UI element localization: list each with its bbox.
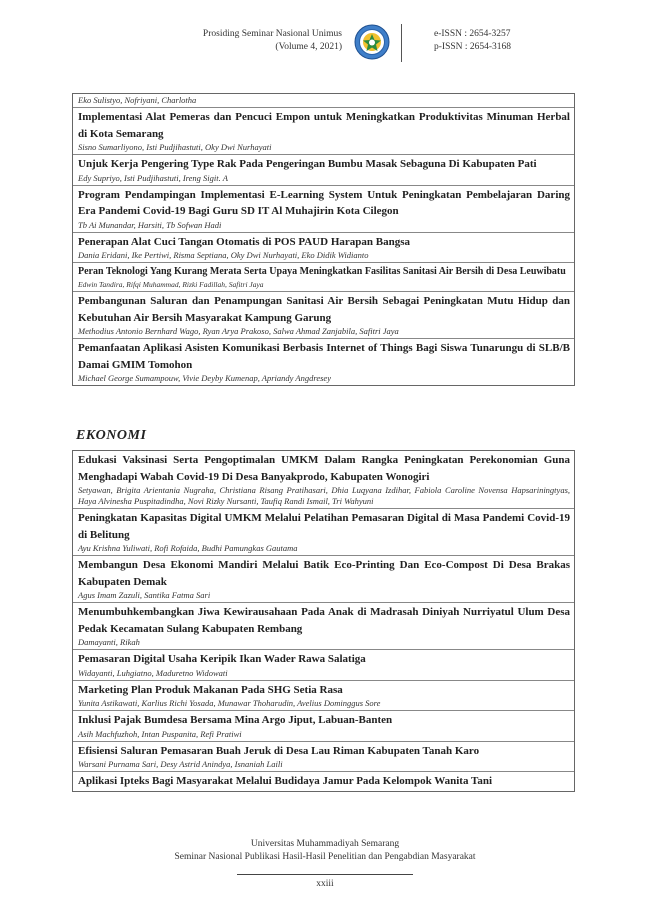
entry-authors: Damayanti, Rikah [78, 637, 140, 647]
list-item [73, 155, 574, 186]
page-header [0, 24, 650, 64]
footer-seminar: Seminar Nasional Publikasi Hasil-Hasil Penelitian dan Pengabdian Masyarakat [174, 852, 476, 862]
entry-authors: Michael George Sumampouw, Vivie Deyby Kumenap, Apriandy Angdresey [78, 373, 331, 383]
entry-authors: Warsani Purnama Sari, Desy Astrid Anindya, Isnaniah Laili [78, 759, 283, 769]
entry-title: Edukasi Vaksinasi Serta Pengoptimalan UMKM Dalam Rangka Peningkatan Perekonomian Guna Menghadapi Wabah Covid-19 Di Desa Banyakprodo, Kabupaten Wonogiri [78, 454, 570, 483]
entry-authors: Setyawan, Brigita Arientania Nugraha, Christiana Risang Pratihasari, Dhia Luqyana Izdihar, Fabiola Caroline Novensa Hapsariningtyas, Haya Alvinesha Puspitadindha, Novi Rizky Nursanti, Taufiq Randi Ismail, Tri Wahyuni [78, 485, 570, 506]
entry-title: Program Pendampingan Implementasi E-Learning System Untuk Peningkatan Pembelajaran Daring Era Pandemi Covid-19 Bagi Guru SD IT Al Muhajirin Kota Cilegon [78, 188, 570, 217]
proceedings-volume: (Volume 4, 2021) [275, 42, 342, 52]
entry-authors: Agus Imam Zazuli, Santika Fatma Sari [78, 590, 211, 600]
list-item [73, 339, 574, 385]
entry-title: Inklusi Pajak Bumdesa Bersama Mina Argo Jiput, Labuan-Banten [78, 714, 393, 726]
footer-university: Universitas Muhammadiyah Semarang [250, 839, 400, 849]
entry-title: Implementasi Alat Pemeras dan Pencuci Empon untuk Meningkatkan Produktivitas Minuman Herbal di Kota Semarang [78, 111, 570, 140]
entry-title: Penerapan Alat Cuci Tangan Otomatis di POS PAUD Harapan Bangsa [78, 235, 410, 248]
entry-title: Peran Teknologi Yang Kurang Merata Serta Upaya Meningkatkan Fasilitas Sanitasi Air Bersih di Desa Leuwibatu [78, 266, 566, 277]
ekonomi-table [72, 450, 575, 792]
entry-authors: Eko Sulistyo, Nofriyani, Charlotha [78, 95, 197, 105]
list-item [73, 108, 574, 155]
list-item [73, 556, 574, 603]
entry-title: Membangun Desa Ekonomi Mandiri Melalui Batik Eco-Printing Dan Eco-Compost Di Desa Brakas Kabupaten Demak [78, 559, 570, 588]
entry-authors: Methodius Antonio Bernhard Wago, Ryan Arya Prakoso, Salwa Ahmad Zanjabila, Safitri Jaya [78, 326, 399, 336]
list-item [73, 186, 574, 233]
entry-authors: Edy Supriyo, Isti Pudjihastuti, Ireng Sigit. A [78, 172, 228, 183]
entry-title: Pemasaran Digital Usaha Keripik Ikan Wader Rawa Salatiga [78, 653, 366, 665]
entry-title: Pembangunan Saluran dan Penampungan Sanitasi Air Bersih Sebagai Peningkatan Mutu Hidup dan Kebutuhan Air Bersih Masyarakat Kampung Garung [78, 295, 570, 324]
entry-authors: Ayu Krishna Yuliwati, Rofi Rofaida, Budhi Pamungkas Gautama [78, 543, 298, 553]
entry-authors: Asih Machfuzhoh, Intan Puspanita, Refi Pratiwi [78, 728, 242, 739]
list-item [73, 711, 574, 742]
entry-authors: Widayanti, Luhgiatno, Maduretno Widowati [78, 667, 228, 678]
proceedings-title [130, 28, 342, 54]
list-item [73, 94, 574, 108]
entry-title: Efisiensi Saluran Pemasaran Buah Jeruk di Desa Lau Riman Kabupaten Tanah Karo [78, 744, 480, 757]
entry-title: Marketing Plan Produk Makanan Pada SHG Setia Rasa [78, 683, 343, 696]
entry-title: Unjuk Kerja Pengering Type Rak Pada Pengeringan Bumbu Masak Sebaguna Di Kabupaten Pati [78, 158, 537, 170]
entry-authors: Edwin Tandira, Rifqi Muhammad, Rizki Fadillah, Safitri Jaya [78, 280, 264, 289]
list-item [73, 650, 574, 681]
entry-authors: Yunita Astikawati, Karlius Richi Yosada, Munawar Thoharudin, Avelius Dominggus Sore [78, 698, 381, 708]
entry-authors: Sisno Sumarliyono, Isti Pudjihastuti, Oky Dwi Nurhayati [78, 142, 272, 152]
list-item [73, 233, 574, 264]
university-seal-icon [354, 24, 390, 60]
entry-title: Menumbuhkembangkan Jiwa Kewirausahaan Pada Anak di Madrasah Diniyah Nurriyatul Ulum Desa Pedak Kecamatan Sulang Kabupaten Rembang [78, 606, 570, 635]
issn-block [434, 28, 511, 54]
page-number: xxiii [316, 879, 334, 889]
entry-title: Pemanfaatan Aplikasi Asisten Komunikasi Berbasis Internet of Things Bagi Siswa Tunarungu di SLB/B Damai GMIM Tomohon [78, 342, 570, 371]
prev-section-table [72, 93, 575, 386]
entry-title: Peningkatan Kapasitas Digital UMKM Melalui Pelatihan Pemasaran Digital di Masa Pandemi Covid-19 di Belitung [78, 512, 570, 541]
proceedings-name: Prosiding Seminar Nasional Unimus [202, 29, 342, 39]
list-item [73, 292, 574, 339]
list-item [73, 263, 574, 292]
list-item [73, 742, 574, 773]
entry-title: Aplikasi Ipteks Bagi Masyarakat Melalui Budidaya Jamur Pada Kelompok Wanita Tani [78, 775, 493, 787]
list-item [73, 681, 574, 712]
section-heading-ekonomi: EKONOMI [76, 428, 147, 443]
entry-authors: Tb Ai Munandar, Harsiti, Tb Sofwan Hadi [78, 219, 222, 230]
entry-authors: Dania Eridani, Ike Pertiwi, Risma Septiana, Oky Dwi Nurhayati, Eko Didik Widianto [78, 250, 369, 260]
list-item [73, 509, 574, 556]
list-item [73, 772, 574, 791]
eissn: e-ISSN : 2654-3257 [434, 29, 511, 39]
header-divider [401, 24, 402, 62]
footer-divider [237, 874, 413, 875]
pissn: p-ISSN : 2654-3168 [434, 42, 512, 52]
list-item [73, 451, 574, 509]
list-item [73, 603, 574, 650]
